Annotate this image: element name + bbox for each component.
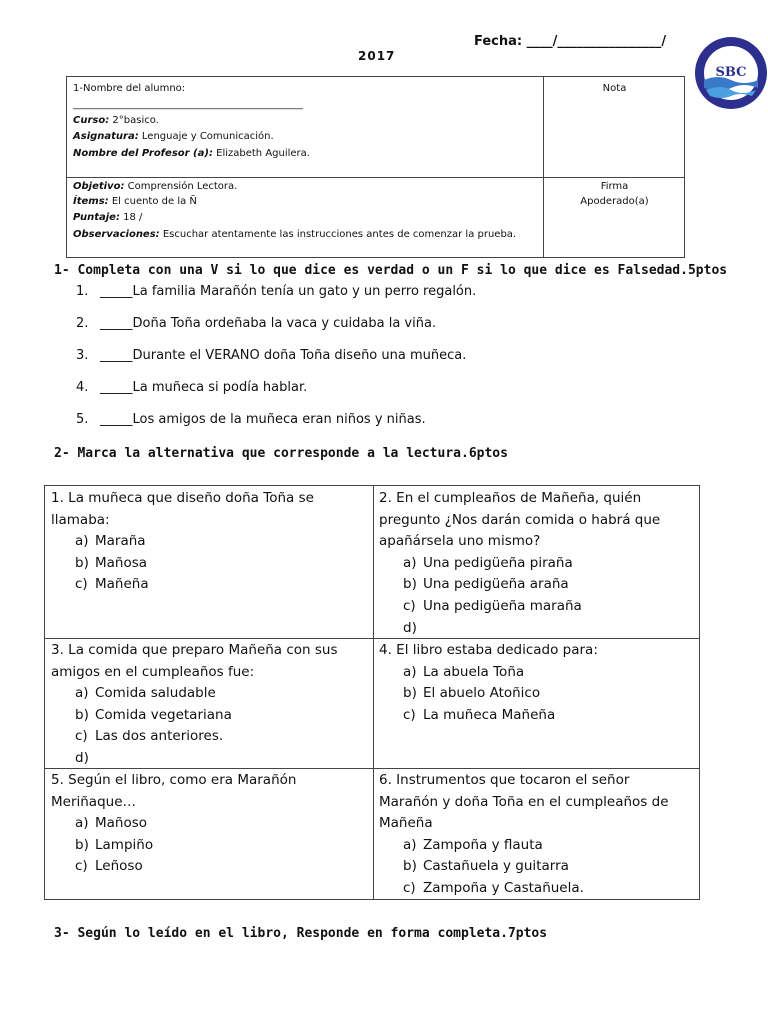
objective-row bbox=[73, 179, 237, 194]
option-2c[interactable]: c) Una pedigüeña maraña bbox=[403, 597, 582, 614]
question-5: 5. Según el libro, como era Marañón Meriñaque… a) Mañoso b) Lampiño c) Leñoso bbox=[45, 768, 373, 880]
option-3c[interactable]: c) Las dos anteriores. bbox=[75, 728, 224, 745]
option-1a[interactable]: a) Maraña bbox=[75, 533, 146, 550]
student-name-label: 1-Nombre del alumno: bbox=[73, 83, 186, 94]
option-3d[interactable]: d) bbox=[75, 749, 89, 766]
subject-label: Asignatura: bbox=[73, 131, 139, 142]
subject-row bbox=[73, 129, 274, 144]
guardian-label: Apoderado(a) bbox=[580, 196, 649, 207]
option-1c[interactable]: c) Mañeña bbox=[75, 576, 149, 593]
items-row bbox=[73, 194, 197, 209]
question-3: 3. La comida que preparo Mañeña con sus amigos en el cumpleaños fue: a) Comida saludable b) Comida vegetariana c) Las dos anteriores. d) bbox=[45, 638, 373, 772]
score-label: Puntaje: bbox=[73, 212, 120, 223]
option-4a[interactable]: a) La abuela Toña bbox=[403, 663, 525, 680]
teacher-row bbox=[73, 146, 310, 161]
tf-item-3[interactable]: 3. _____Durante el VERANO doña Toña diseño una muñeca. bbox=[76, 348, 467, 363]
question-2: 2. En el cumpleaños de Mañeña, quién pregunto ¿Nos darán comida o habrá que apañársela uno mismo? a) Una pedigüeña piraña b) Una pedigüeña araña c) Una pedigüeña maraña d) bbox=[373, 486, 701, 641]
course-label: Curso: bbox=[73, 115, 110, 126]
section3-title: 3- Según lo leído en el libro, Responde en forma completa.7ptos bbox=[54, 926, 548, 941]
tf-item-2[interactable]: 2. _____Doña Toña ordeñaba la vaca y cuidaba la viña. bbox=[76, 316, 437, 331]
tf-item-1[interactable]: 1. _____La familia Marañón tenía un gato y un perro regalón. bbox=[76, 284, 477, 299]
option-6b[interactable]: b) Castañuela y guitarra bbox=[403, 858, 569, 875]
items-value: El cuento de la Ñ bbox=[108, 196, 197, 207]
tf-item-5[interactable]: 5. _____Los amigos de la muñeca eran niños y niñas. bbox=[76, 412, 426, 427]
option-3a[interactable]: a) Comida saludable bbox=[75, 685, 216, 702]
observations-label: Observaciones: bbox=[73, 229, 160, 240]
teacher-label: Nombre del Profesor (a): bbox=[73, 148, 213, 159]
signature-label: Firma bbox=[600, 181, 629, 192]
multiple-choice-table bbox=[44, 485, 700, 900]
items-label: Ítems: bbox=[73, 196, 109, 207]
tf-item-4[interactable]: 4. _____La muñeca si podía hablar. bbox=[76, 380, 308, 395]
objective-value: Comprensión Lectora. bbox=[124, 181, 238, 192]
question-4: 4. El libro estaba dedicado para: a) La abuela Toña b) El abuelo Atoñico c) La muñeca Mañeña bbox=[373, 638, 701, 728]
logo-text: SBC bbox=[715, 65, 747, 80]
option-6c[interactable]: c) Zampoña y Castañuela. bbox=[403, 879, 584, 896]
course-row bbox=[73, 113, 159, 128]
option-6a[interactable]: a) Zampoña y flauta bbox=[403, 836, 543, 853]
option-5c[interactable]: c) Leñoso bbox=[75, 858, 143, 875]
score-row bbox=[73, 210, 142, 225]
option-3b[interactable]: b) Comida vegetariana bbox=[75, 706, 232, 723]
teacher-value: Elizabeth Aguilera. bbox=[212, 148, 310, 159]
date-line: Fecha: ____/________________/ bbox=[474, 34, 667, 49]
option-4b[interactable]: b) El abuelo Atoñico bbox=[403, 685, 541, 702]
option-5a[interactable]: a) Mañoso bbox=[75, 815, 148, 832]
observations-row bbox=[73, 227, 516, 242]
course-value: 2°basico. bbox=[109, 115, 159, 126]
student-name-line[interactable]: ______________________________________________ bbox=[73, 99, 303, 110]
student-info-table bbox=[66, 76, 685, 258]
section2-title: 2- Marca la alternativa que corresponde a la lectura.6ptos bbox=[54, 446, 508, 461]
school-logo bbox=[694, 36, 768, 110]
option-2b[interactable]: b) Una pedigüeña araña bbox=[403, 576, 569, 593]
grade-label: Nota bbox=[602, 83, 627, 94]
section1-title: 1- Completa con una V si lo que dice es verdad o un F si lo que dice es Falsedad.5ptos bbox=[54, 263, 728, 278]
observations-value: Escuchar atentamente las instrucciones antes de comenzar la prueba. bbox=[159, 229, 517, 240]
score-value: 18 / bbox=[119, 212, 143, 223]
objective-label: Objetivo: bbox=[73, 181, 125, 192]
option-2d[interactable]: d) bbox=[403, 619, 417, 636]
question-1: 1. La muñeca que diseño doña Toña se llamaba: a) Maraña b) Mañosa c) Mañeña bbox=[45, 486, 373, 598]
option-2a[interactable]: a) Una pedigüeña piraña bbox=[403, 554, 573, 571]
year: 2017 bbox=[358, 49, 396, 63]
subject-value: Lenguaje y Comunicación. bbox=[138, 131, 274, 142]
option-1b[interactable]: b) Mañosa bbox=[75, 554, 148, 571]
option-5b[interactable]: b) Lampiño bbox=[75, 836, 154, 853]
option-4c[interactable]: c) La muñeca Mañeña bbox=[403, 706, 556, 723]
question-6: 6. Instrumentos que tocaron el señor Marañón y doña Toña en el cumpleaños de Mañeña a) Zampoña y flauta b) Castañuela y guitarra c) Zampoña y Castañuela. bbox=[373, 768, 701, 902]
